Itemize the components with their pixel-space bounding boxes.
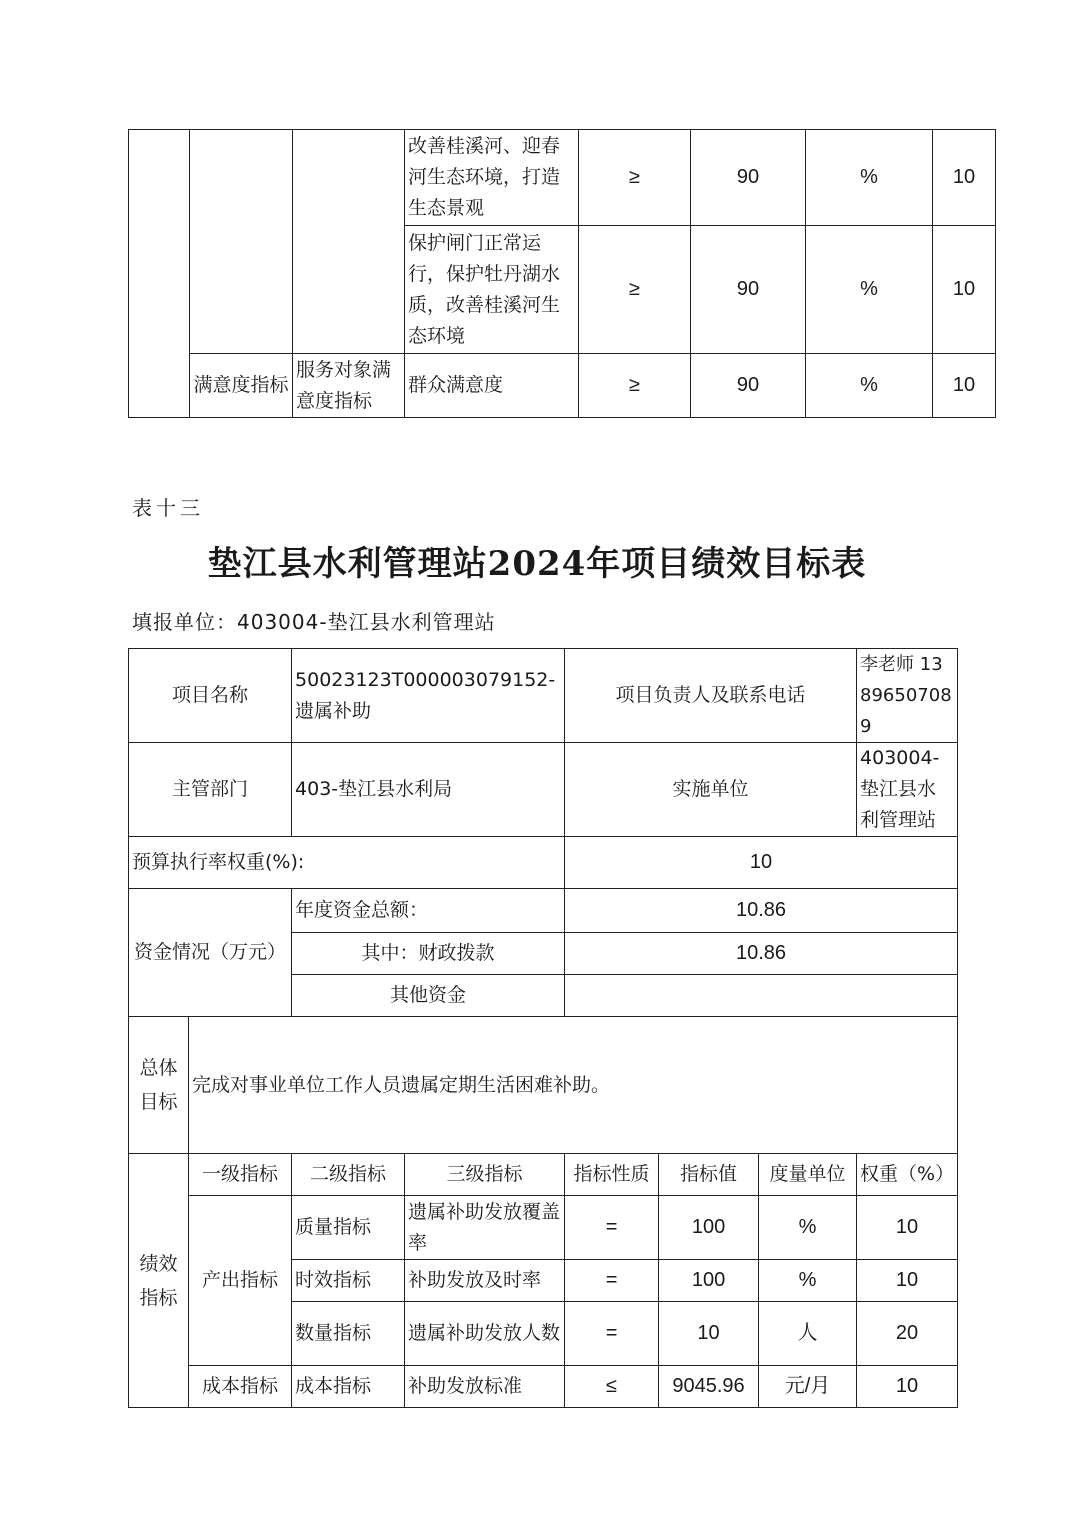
table-row	[129, 649, 958, 743]
level3-cell: 补助发放标准	[405, 1366, 565, 1408]
blank-cell	[293, 130, 405, 354]
table-row	[129, 1196, 958, 1260]
table-header-row	[129, 1154, 958, 1196]
level1-cell: 成本指标	[189, 1366, 292, 1408]
indicator-cell: 改善桂溪河、迎春河生态环境，打造生态景观	[405, 130, 579, 226]
column-header: 权重（%）	[857, 1154, 958, 1196]
table-row	[129, 1017, 958, 1154]
impl-value: 403004-垫江县水利管理站	[857, 743, 958, 837]
table-row	[129, 743, 958, 837]
nature-cell: ≤	[565, 1366, 659, 1408]
contact-value: 李老师 13896507089	[857, 649, 958, 743]
level2-cell: 成本指标	[292, 1366, 405, 1408]
value-cell: 90	[691, 354, 806, 418]
unit-cell: %	[806, 354, 933, 418]
unit-cell: 元/月	[759, 1366, 857, 1408]
weight-cell: 10	[933, 130, 996, 226]
project-name-value: 50023123T000003079152-遗属补助	[292, 649, 565, 743]
nature-cell: ≥	[579, 226, 691, 354]
table-row	[129, 889, 958, 933]
continuation-table	[128, 129, 996, 418]
level2-cell: 质量指标	[292, 1196, 405, 1260]
nature-cell: =	[565, 1260, 659, 1302]
project-name-label: 项目名称	[129, 649, 292, 743]
other-label: 其他资金	[292, 975, 565, 1017]
annual-label: 年度资金总额：	[292, 889, 565, 933]
value-cell: 9045.96	[659, 1366, 759, 1408]
weight-cell: 10	[933, 226, 996, 354]
table-row	[129, 1366, 958, 1408]
nature-cell: =	[565, 1196, 659, 1260]
nature-cell: =	[565, 1302, 659, 1366]
unit-cell: %	[759, 1260, 857, 1302]
funds-label: 资金情况（万元）	[129, 889, 292, 1017]
fiscal-label: 其中：财政拨款	[292, 933, 565, 975]
nature-cell: ≥	[579, 354, 691, 418]
value-cell: 90	[691, 226, 806, 354]
level3-cell: 补助发放及时率	[405, 1260, 565, 1302]
dept-value: 403-垫江县水利局	[292, 743, 565, 837]
column-header: 二级指标	[292, 1154, 405, 1196]
table-row	[129, 130, 996, 226]
blank-cell	[129, 130, 190, 418]
weight-cell: 10	[857, 1366, 958, 1408]
budget-label: 预算执行率权重(%):	[129, 837, 565, 889]
table-row	[129, 837, 958, 889]
level3-cell: 遗属补助发放覆盖率	[405, 1196, 565, 1260]
weight-cell: 20	[857, 1302, 958, 1366]
nature-cell: ≥	[579, 130, 691, 226]
budget-value: 10	[565, 837, 958, 889]
unit-cell: %	[806, 130, 933, 226]
goal-label: 总体目标	[129, 1017, 189, 1154]
unit-cell: 人	[759, 1302, 857, 1366]
level2-cell: 数量指标	[292, 1302, 405, 1366]
level2-cell: 服务对象满意度指标	[293, 354, 405, 418]
table-row	[129, 354, 996, 418]
impl-label: 实施单位	[565, 743, 857, 837]
page-title: 垫江县水利管理站2024年项目绩效目标表	[207, 544, 867, 584]
level1-cell: 满意度指标	[190, 354, 293, 418]
dept-label: 主管部门	[129, 743, 292, 837]
weight-cell: 10	[933, 354, 996, 418]
goal-text: 完成对事业单位工作人员遗属定期生活困难补助。	[189, 1017, 958, 1154]
level2-cell: 时效指标	[292, 1260, 405, 1302]
indicator-cell: 群众满意度	[405, 354, 579, 418]
column-header: 一级指标	[189, 1154, 292, 1196]
value-cell: 100	[659, 1260, 759, 1302]
weight-cell: 10	[857, 1196, 958, 1260]
level3-cell: 遗属补助发放人数	[405, 1302, 565, 1366]
column-header: 三级指标	[405, 1154, 565, 1196]
blank-cell	[190, 130, 293, 354]
fiscal-value: 10.86	[565, 933, 958, 975]
column-header: 指标值	[659, 1154, 759, 1196]
performance-target-table	[128, 648, 958, 1408]
value-cell: 10	[659, 1302, 759, 1366]
unit-cell: %	[759, 1196, 857, 1260]
value-cell: 90	[691, 130, 806, 226]
section-label: 表十三	[132, 496, 204, 520]
contact-label: 项目负责人及联系电话	[565, 649, 857, 743]
unit-cell: %	[806, 226, 933, 354]
level1-cell: 产出指标	[189, 1196, 292, 1366]
fill-unit: 填报单位：403004-垫江县水利管理站	[132, 610, 496, 634]
annual-value: 10.86	[565, 889, 958, 933]
value-cell: 100	[659, 1196, 759, 1260]
column-header: 指标性质	[565, 1154, 659, 1196]
weight-cell: 10	[857, 1260, 958, 1302]
perf-label: 绩效指标	[129, 1154, 189, 1408]
other-value	[565, 975, 958, 1017]
indicator-cell: 保护闸门正常运行，保护牡丹湖水质，改善桂溪河生态环境	[405, 226, 579, 354]
column-header: 度量单位	[759, 1154, 857, 1196]
